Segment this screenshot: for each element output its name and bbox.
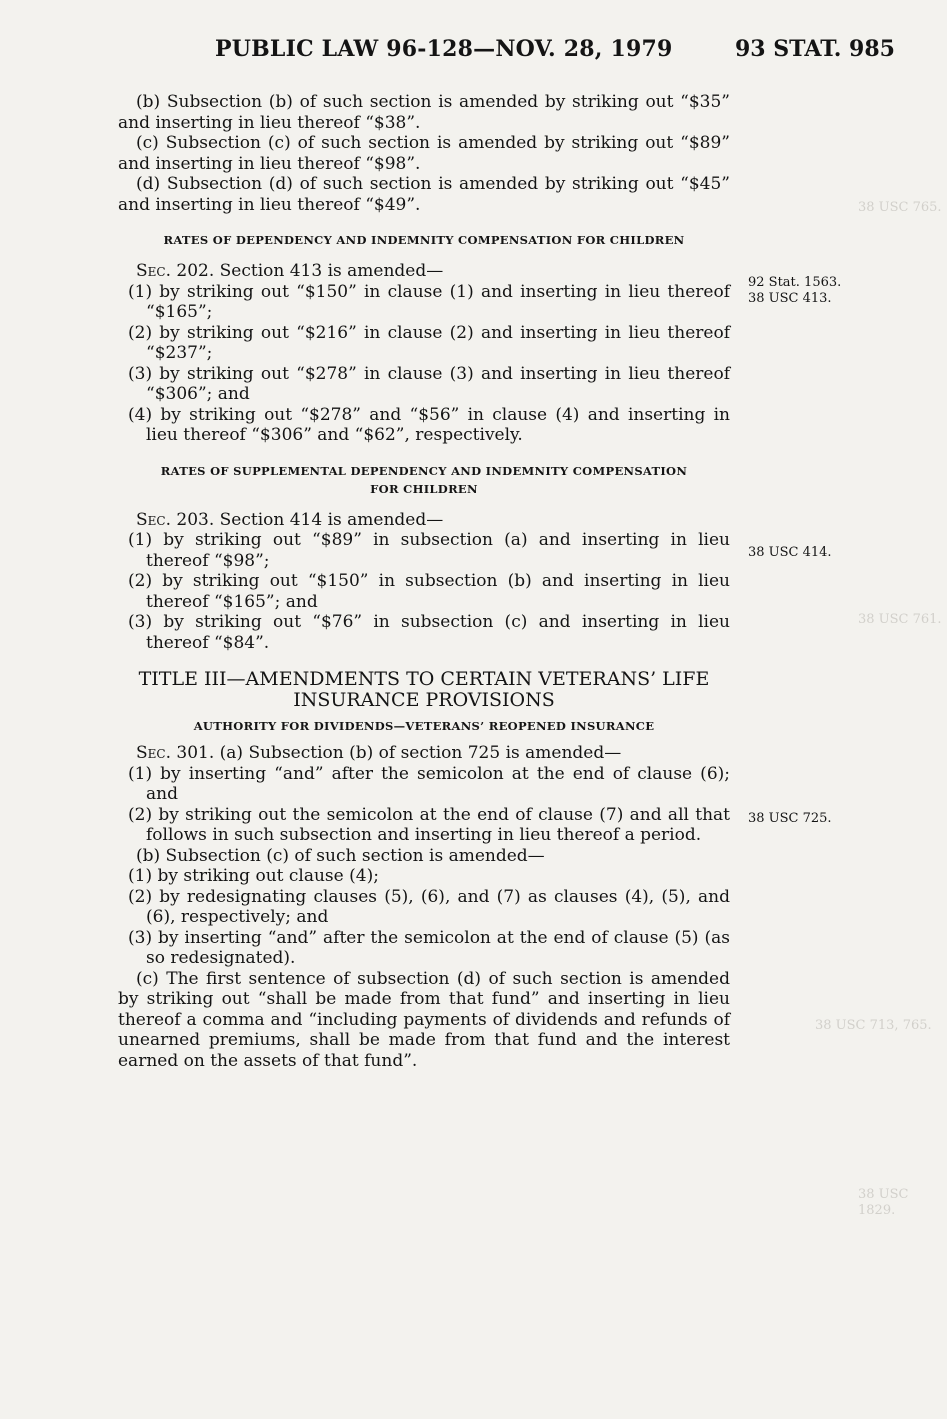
bleed-through-note-2: 38 USC 761. <box>858 612 942 627</box>
margin-note-38-usc-414: 38 USC 414. <box>748 545 832 560</box>
margin-note-38-usc-413: 38 USC 413. <box>748 291 832 306</box>
sec301-a-clause-2: (2) by striking out the semicolon at the end of clause (7) and all that follows in such subsection and inserting in lieu thereof a period. <box>128 804 730 845</box>
sec301-b-clause-3: (3) by inserting “and” after the semicolon at the end of clause (5) (as so redesignated). <box>128 927 730 968</box>
sec202-label: Sec. <box>136 261 171 281</box>
sec301-c-paragraph: (c) The first sentence of subsection (d) of such section is amended by striking out “shall be made from that fund” and inserting in lieu thereof a comma and “including payments of dividends and refunds of unearned premiums, shall be made from that fund and the interest earned on the assets of that fund”. <box>118 968 730 1071</box>
sec202-clause-1: (1) by striking out “$150” in clause (1) and inserting in lieu thereof “$165”; <box>128 281 730 322</box>
sec301-b-clause-2: (2) by redesignating clauses (5), (6), and (7) as clauses (4), (5), and (6), respectively; and <box>128 886 730 927</box>
paragraph-b-subsection: (b) Subsection (b) of such section is amended by striking out “$35” and inserting in lieu thereof “$38”. <box>118 92 730 133</box>
page-header-title: PUBLIC LAW 96-128—NOV. 28, 1979 <box>215 36 673 62</box>
page-header-stat: 93 STAT. 985 <box>735 36 895 62</box>
margin-note-38-usc-725: 38 USC 725. <box>748 811 832 826</box>
title3-subheading: AUTHORITY FOR DIVIDENDS—VETERANS’ REOPENED INSURANCE <box>193 719 655 733</box>
sec202-clause-2: (2) by striking out “$216” in clause (2) and inserting in lieu thereof “$237”; <box>128 322 730 363</box>
sec202-clause-4: (4) by striking out “$278” and “$56” in clause (4) and inserting in lieu thereof “$306” and “$62”, respectively. <box>128 404 730 445</box>
sec301-b-intro: (b) Subsection (c) of such section is amended— <box>136 845 545 866</box>
paragraph-c-subsection: (c) Subsection (c) of such section is amended by striking out “$89” and inserting in lieu thereof “$98”. <box>118 133 730 174</box>
sec203-clause-2: (2) by striking out “$150” in subsection (b) and inserting in lieu thereof “$165”; and <box>128 571 730 612</box>
paragraph-d-subsection: (d) Subsection (d) of such section is amended by striking out “$45” and inserting in lieu thereof “$49”. <box>118 174 730 215</box>
sec203-heading-line2: FOR CHILDREN <box>370 481 478 496</box>
body-column <box>118 92 730 1071</box>
bleed-through-note-4: 38 USC 1829. <box>858 1187 909 1218</box>
sec202-intro <box>118 261 730 282</box>
bleed-through-note-1: 38 USC 765. <box>858 200 942 215</box>
sec202-heading: RATES OF DEPENDENCY AND INDEMNITY COMPENSATION FOR CHILDREN <box>163 233 685 247</box>
margin-note-92-stat: 92 Stat. 1563. <box>748 275 842 290</box>
sec203-label: Sec. <box>136 509 171 530</box>
title3-heading-line1: TITLE III—AMENDMENTS TO CERTAIN VETERANS’ LIFE <box>138 668 710 690</box>
sec203-clause-1: (1) by striking out “$89” in subsection (a) and inserting in lieu thereof “$98”; <box>128 530 730 571</box>
sec301-intro-text: 301. (a) Subsection (b) of section 725 is amended— <box>171 743 622 763</box>
sec301-intro <box>118 743 730 764</box>
sec301-b-clause-1: (1) by striking out clause (4); <box>128 866 379 886</box>
title3-heading-line2: INSURANCE PROVISIONS <box>293 689 555 711</box>
sec203-intro-text: 203. Section 414 is amended— <box>171 509 444 530</box>
sec203-intro <box>118 510 730 531</box>
bleed-through-note-3: 38 USC 713, 765. <box>815 1018 932 1033</box>
sec203-heading-line1: RATES OF SUPPLEMENTAL DEPENDENCY AND INDEMNITY COMPENSATION <box>160 463 688 478</box>
sec301-label: Sec. <box>136 743 171 763</box>
sec202-clause-3: (3) by striking out “$278” in clause (3) and inserting in lieu thereof “$306”; and <box>128 363 730 404</box>
sec301-a-clause-1: (1) by inserting “and” after the semicolon at the end of clause (6); and <box>128 763 730 804</box>
sec202-intro-text: 202. Section 413 is amended— <box>171 261 444 281</box>
sec203-clause-3: (3) by striking out “$76” in subsection (c) and inserting in lieu thereof “$84”. <box>128 612 730 653</box>
